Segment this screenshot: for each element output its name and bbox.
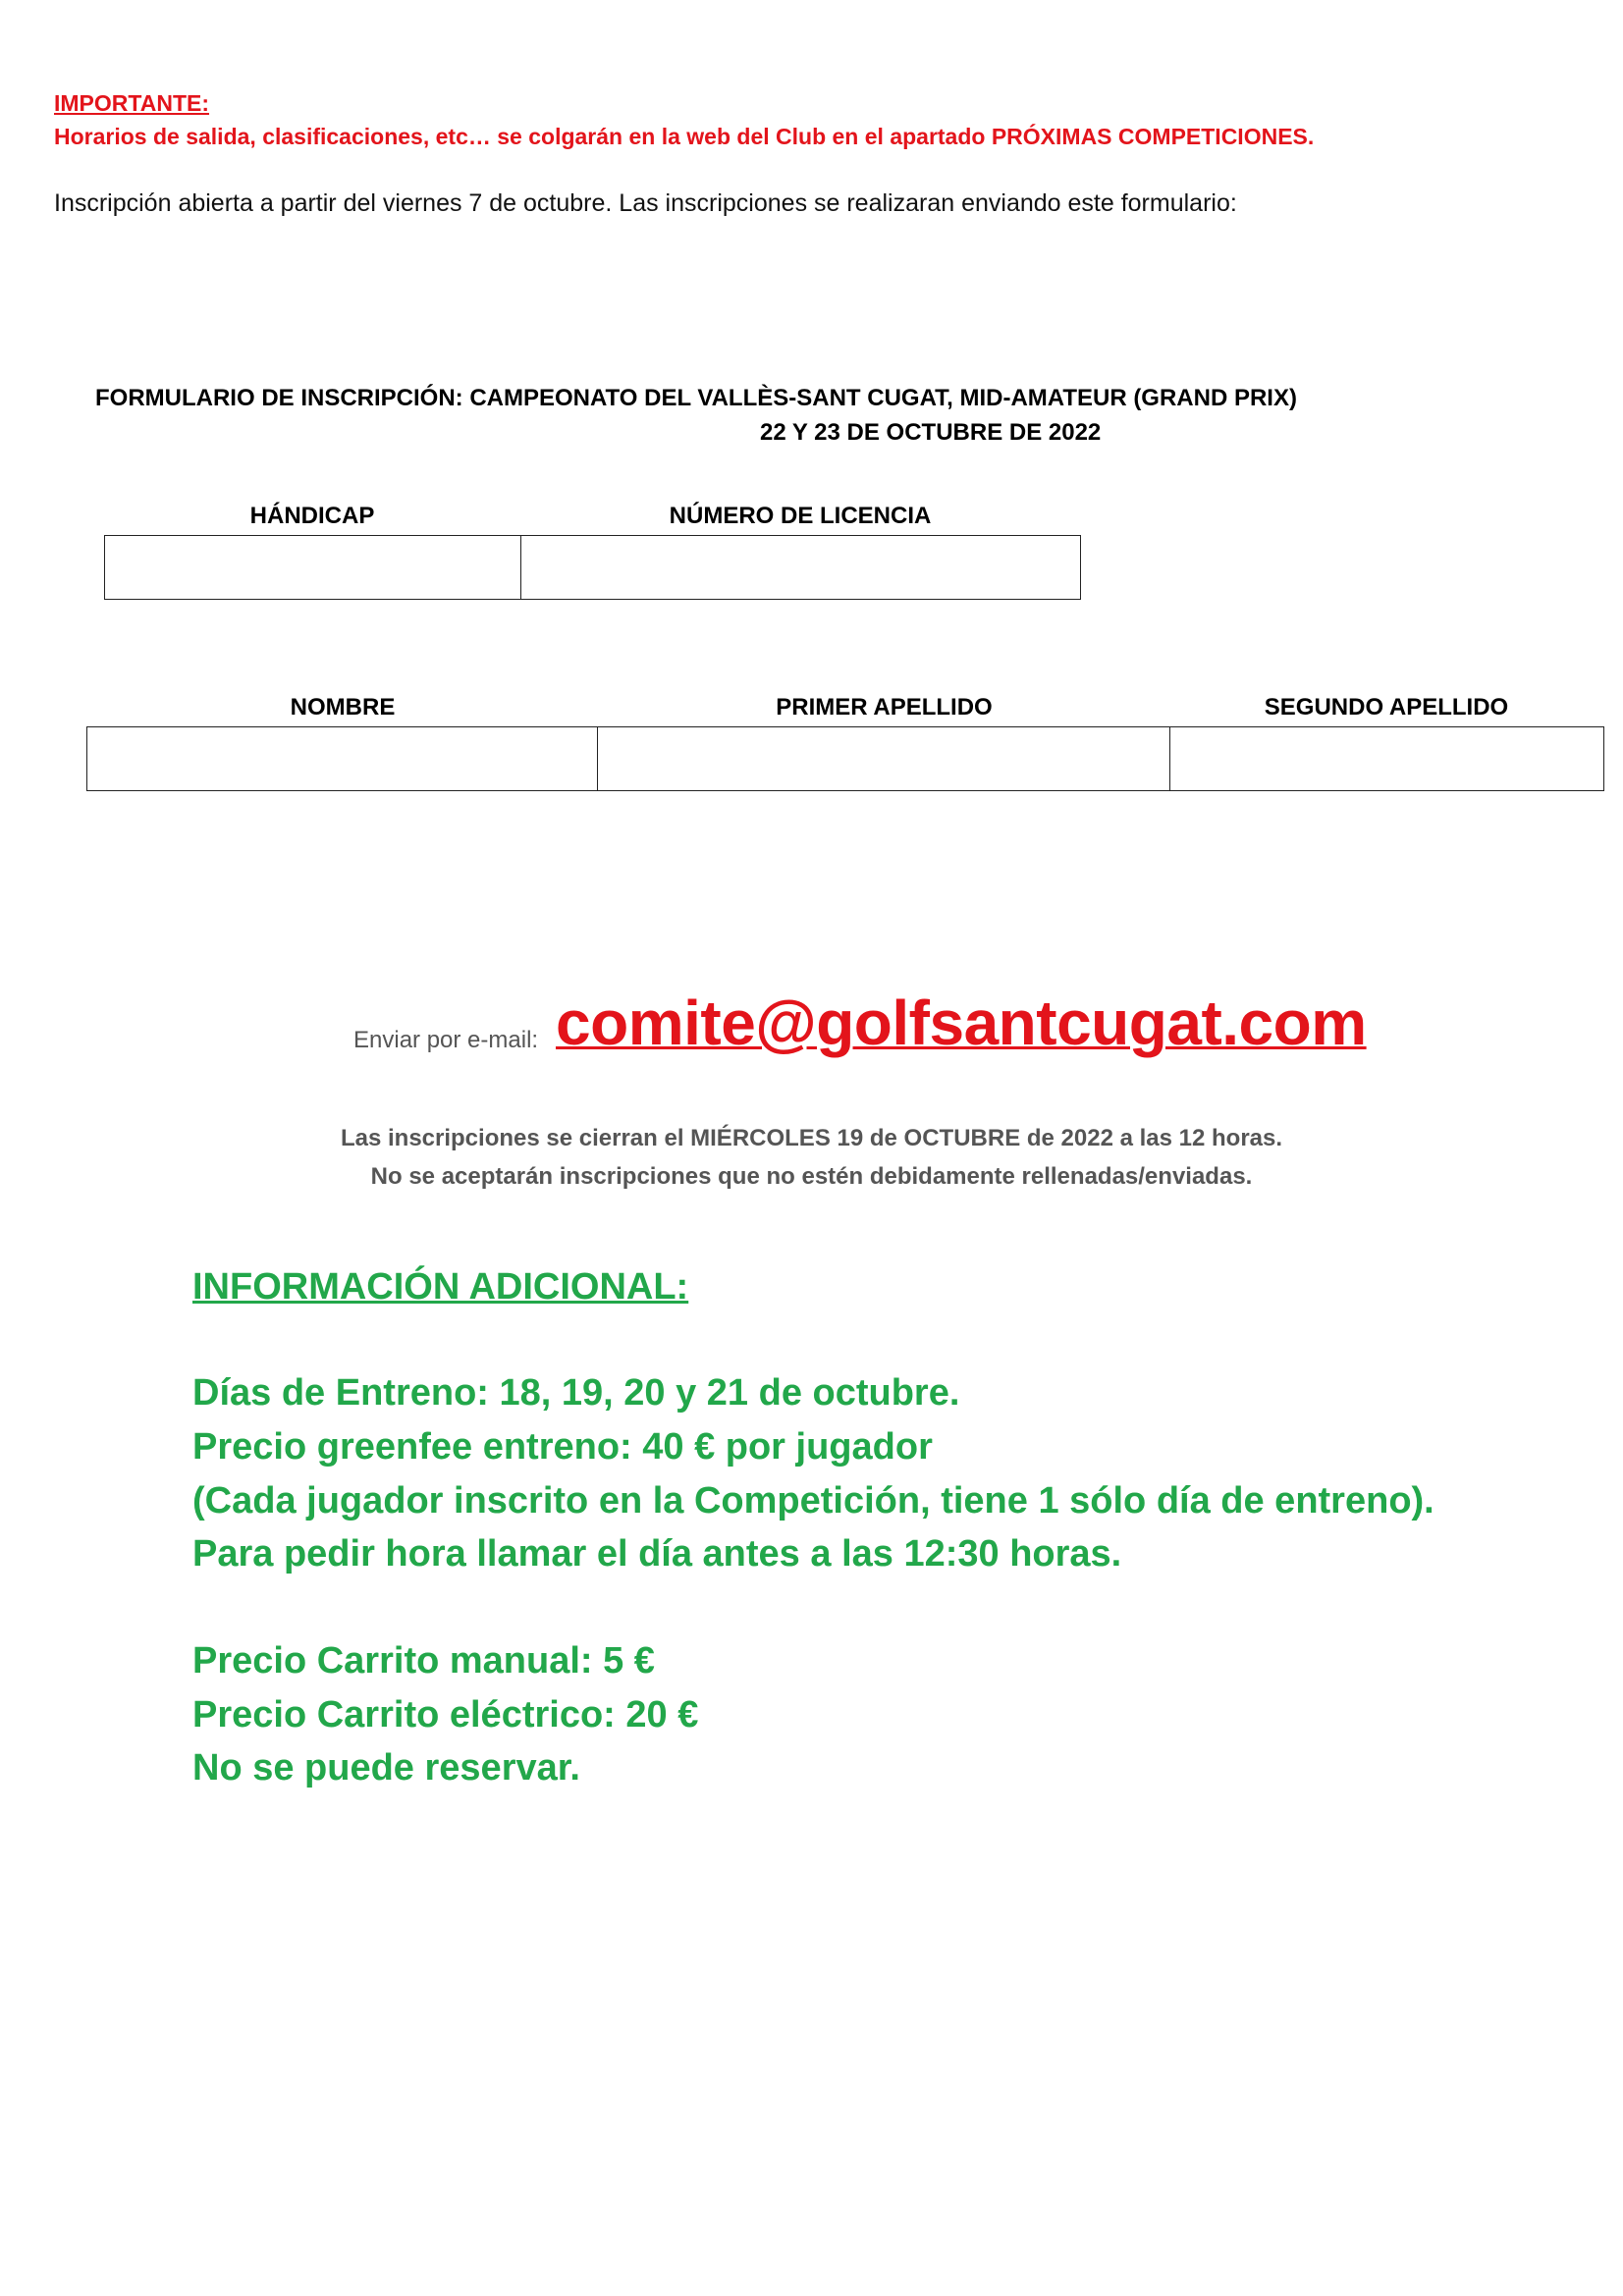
first-name-label: NOMBRE bbox=[290, 694, 396, 721]
form-title: FORMULARIO DE INSCRIPCIÓN: CAMPEONATO DEL VALLÈS-SANT CUGAT, MID-AMATEUR (GRAND PRIX) bbox=[95, 385, 1297, 411]
email-link[interactable]: comite@golfsantcugat.com bbox=[556, 988, 1367, 1058]
first-surname-field[interactable] bbox=[597, 726, 1171, 791]
closing-warning: No se aceptarán inscripciones que no estén debidamente rellenadas/enviadas. bbox=[370, 1163, 1253, 1190]
training-days: Días de Entreno: 18, 19, 20 y 21 de octubre. bbox=[192, 1372, 960, 1414]
license-number-label: NÚMERO DE LICENCIA bbox=[669, 503, 932, 529]
additional-info-heading: INFORMACIÓN ADICIONAL: bbox=[192, 1266, 689, 1308]
no-reservation-note: No se puede reservar. bbox=[192, 1747, 580, 1789]
manual-cart-price: Precio Carrito manual: 5 € bbox=[192, 1640, 655, 1682]
second-surname-field[interactable] bbox=[1169, 726, 1604, 791]
intro-text: Inscripción abierta a partir del viernes 7 de octubre. Las inscripciones se realizaran enviando este formulario: bbox=[54, 189, 1237, 217]
booking-note: Para pedir hora llamar el día antes a las 12:30 horas. bbox=[192, 1533, 1122, 1575]
handicap-field[interactable] bbox=[104, 535, 522, 600]
email-label: Enviar por e-mail: bbox=[353, 1027, 539, 1053]
license-number-field[interactable] bbox=[520, 535, 1081, 600]
training-day-note: (Cada jugador inscrito en la Competición, tiene 1 sólo día de entreno). bbox=[192, 1480, 1434, 1522]
training-greenfee-price: Precio greenfee entreno: 40 € por jugador bbox=[192, 1426, 933, 1468]
first-surname-label: PRIMER APELLIDO bbox=[776, 694, 993, 721]
first-name-field[interactable] bbox=[86, 726, 599, 791]
form-date: 22 Y 23 DE OCTUBRE DE 2022 bbox=[760, 419, 1102, 446]
notice-text: Horarios de salida, clasificaciones, etc… se colgarán en la web del Club en el apartado PRÓXIMAS COMPETICIONES. bbox=[54, 124, 1315, 149]
handicap-label: HÁNDICAP bbox=[249, 503, 375, 529]
closing-deadline: Las inscripciones se cierran el MIÉRCOLES 19 de OCTUBRE de 2022 a las 12 horas. bbox=[340, 1125, 1283, 1151]
notice-title: IMPORTANTE: bbox=[54, 90, 210, 116]
second-surname-label: SEGUNDO APELLIDO bbox=[1264, 694, 1509, 721]
electric-cart-price: Precio Carrito eléctrico: 20 € bbox=[192, 1694, 699, 1735]
